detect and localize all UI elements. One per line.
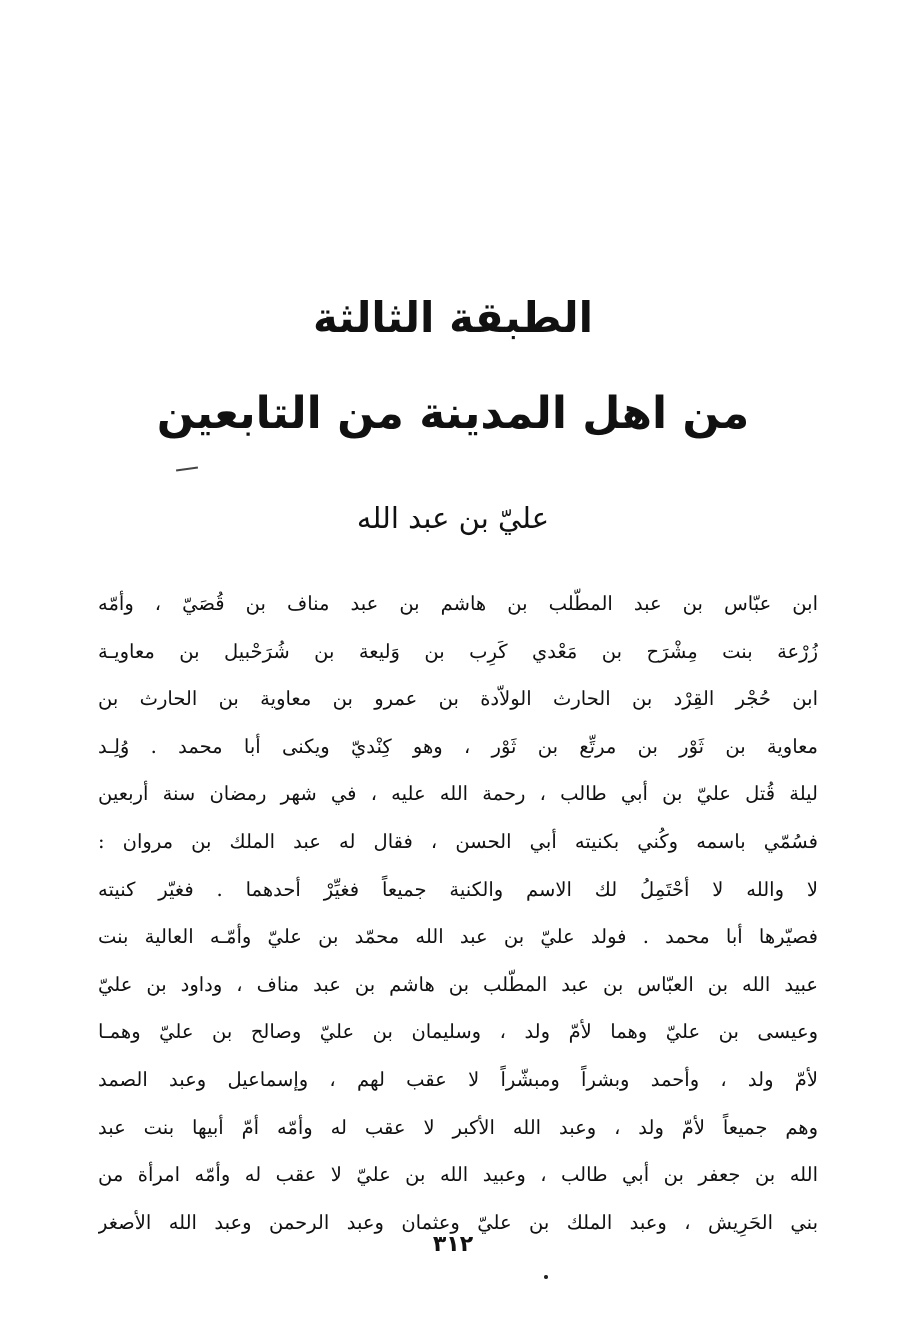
text-line: ابن عبّاس بن عبد المطّلب بن هاشم بن عبد مناف بن قُصَيّ ، وأمّه (98, 592, 818, 615)
ink-dot (544, 1275, 548, 1279)
body-text (98, 580, 818, 1246)
text-line: الله بن جعفر بن أبي طالب ، وعبيد الله بن عليّ لا عقب له وأمّه امرأة من (98, 1163, 818, 1187)
text-line: وهم جميعاً لأمّ ولد ، وعبد الله الأكبر لا عقب له وأمّه أمّ أبيها بنت عبد (98, 1115, 818, 1139)
text-line: ابن حُجْر القِرْد بن الحارث الولاّدة بن عمرو بن معاوية بن الحارث بن (98, 687, 818, 711)
text-line: لا والله لا أحْتَمِلُ لك الاسم والكنية جميعاً فغيِّرْ أحدهما . فغيّر كنيته (98, 877, 818, 901)
chapter-title-line-2: من اهل المدينة من التابعين (156, 388, 750, 439)
text-line: فسُمّي باسمه وكُني بكنيته أبي الحسن ، فقال له عبد الملك بن مروان : (98, 829, 818, 853)
page-number: ٣١٢ (432, 1232, 474, 1257)
ink-speck (176, 466, 198, 471)
text-line: بني الحَرِيش ، وعبد الملك بن عليّ وعثمان وعبد الرحمن وعبد الله الأصغر (98, 1210, 818, 1234)
text-line: ليلة قُتل عليّ بن أبي طالب ، رحمة الله عليه ، في شهر رمضان سنة أربعين (98, 782, 818, 806)
section-heading: عليّ بن عبد الله (356, 501, 550, 535)
text-line: لأمّ ولد ، وأحمد وبشراً ومبشّراً لا عقب لهم ، وإسماعيل وعبد الصمد (98, 1067, 818, 1091)
text-line: زُرْعة بنت مِشْرَح بن مَعْدي كَرِب بن وَليعة بن شُرَحْبيل بن معاويـة (98, 639, 818, 663)
text-line: عبيد الله بن العبّاس بن عبد المطّلب بن هاشم بن عبد مناف ، وداود بن عليّ (98, 972, 818, 996)
chapter-title-line-1: الطبقة الثالثة (312, 293, 593, 342)
text-line: وعيسى بن عليّ وهما لأمّ ولد ، وسليمان بن عليّ وصالح بن عليّ وهمـا (98, 1020, 818, 1044)
text-line: معاوية بن ثَوْر بن مرتِّع بن ثَوْر ، وهو كِنْديّ ويكنى أبا محمد . وُلِـد (98, 734, 818, 758)
text-line: فصيّرها أبا محمد . فولد عليّ بن عبد الله محمّد بن عليّ وأمّـه العالية بنت (98, 925, 818, 949)
